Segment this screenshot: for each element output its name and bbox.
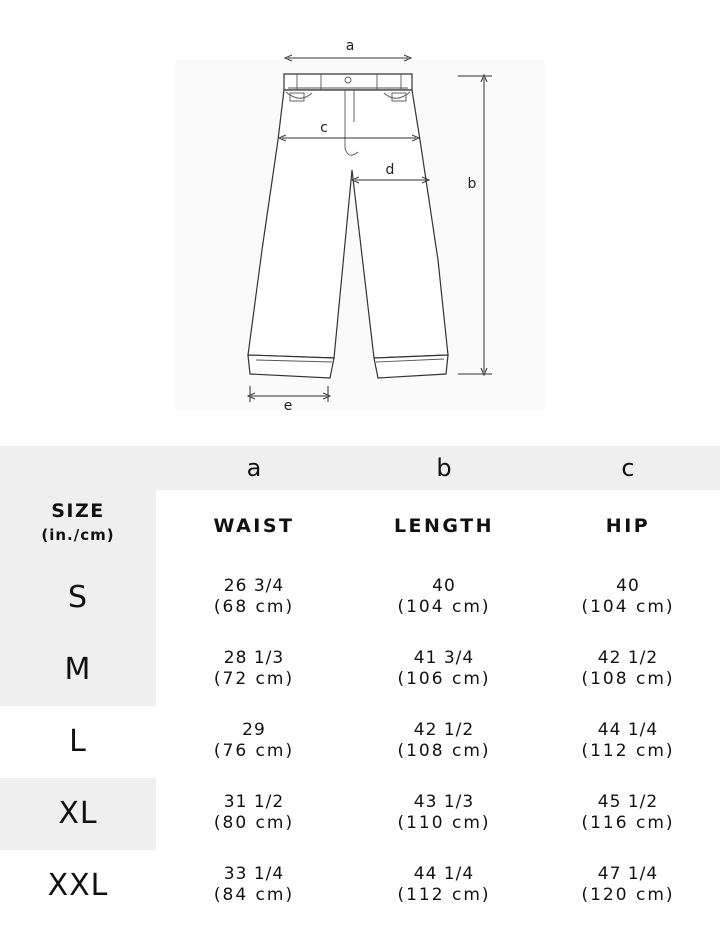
pants-illustration bbox=[0, 0, 720, 440]
hip-in: 47 1/4 bbox=[597, 864, 659, 884]
waist-in: 29 bbox=[242, 720, 266, 740]
hip-in: 40 bbox=[616, 576, 640, 596]
waist-in: 33 1/4 bbox=[223, 864, 285, 884]
dimension-d-label: d bbox=[385, 162, 395, 178]
table-row bbox=[0, 850, 720, 922]
waist-in: 31 1/2 bbox=[223, 792, 285, 812]
length-in: 42 1/2 bbox=[413, 720, 475, 740]
dimension-c-label: c bbox=[320, 120, 328, 136]
hip-cm: (104 cm) bbox=[581, 597, 675, 617]
hip-header: HIP bbox=[605, 515, 651, 537]
dimension-e-label: e bbox=[283, 398, 293, 414]
waist-cm: (76 cm) bbox=[213, 741, 295, 761]
column-letter-a: a bbox=[246, 454, 262, 482]
length-header-cell bbox=[352, 490, 536, 562]
header-row bbox=[0, 490, 720, 562]
hip-in: 44 1/4 bbox=[597, 720, 659, 740]
size-label: S bbox=[67, 580, 89, 615]
hip-cm: (108 cm) bbox=[581, 669, 675, 689]
size-chart-table bbox=[0, 446, 720, 922]
column-letter-row bbox=[0, 446, 720, 490]
waist-header: WAIST bbox=[213, 515, 295, 537]
length-header: LENGTH bbox=[393, 515, 495, 537]
hip-cm: (112 cm) bbox=[581, 741, 675, 761]
size-header-cell bbox=[0, 490, 156, 562]
table-row bbox=[0, 706, 720, 778]
waist-cm: (72 cm) bbox=[213, 669, 295, 689]
length-cm: (106 cm) bbox=[397, 669, 491, 689]
size-label: M bbox=[64, 652, 92, 687]
size-header-title: SIZE bbox=[51, 500, 105, 522]
length-in: 41 3/4 bbox=[413, 648, 475, 668]
waist-cm: (80 cm) bbox=[213, 813, 295, 833]
length-in: 43 1/3 bbox=[413, 792, 475, 812]
size-label: L bbox=[69, 724, 87, 759]
hip-header-cell bbox=[536, 490, 720, 562]
length-cm: (112 cm) bbox=[397, 885, 491, 905]
length-cm: (108 cm) bbox=[397, 741, 491, 761]
column-letter-b: b bbox=[436, 454, 452, 482]
length-cm: (104 cm) bbox=[397, 597, 491, 617]
table-row bbox=[0, 634, 720, 706]
hip-cm: (116 cm) bbox=[581, 813, 675, 833]
waist-header-cell bbox=[156, 490, 352, 562]
table-row bbox=[0, 562, 720, 634]
hip-in: 45 1/2 bbox=[597, 792, 659, 812]
hip-in: 42 1/2 bbox=[597, 648, 659, 668]
waist-cm: (68 cm) bbox=[213, 597, 295, 617]
pants-diagram bbox=[0, 0, 720, 440]
size-header-units: (in./cm) bbox=[41, 526, 115, 544]
length-cm: (110 cm) bbox=[397, 813, 491, 833]
letter-spacer bbox=[0, 446, 156, 490]
column-letter-c: c bbox=[621, 454, 635, 482]
length-in: 40 bbox=[432, 576, 456, 596]
waist-in: 28 1/3 bbox=[223, 648, 285, 668]
hip-cm: (120 cm) bbox=[581, 885, 675, 905]
table-row bbox=[0, 778, 720, 850]
waist-in: 26 3/4 bbox=[223, 576, 285, 596]
size-label: XXL bbox=[47, 868, 109, 903]
dimension-a-label: a bbox=[345, 38, 355, 54]
length-in: 44 1/4 bbox=[413, 864, 475, 884]
waist-cm: (84 cm) bbox=[213, 885, 295, 905]
size-label: XL bbox=[58, 796, 98, 831]
dimension-b-label: b bbox=[467, 176, 477, 192]
